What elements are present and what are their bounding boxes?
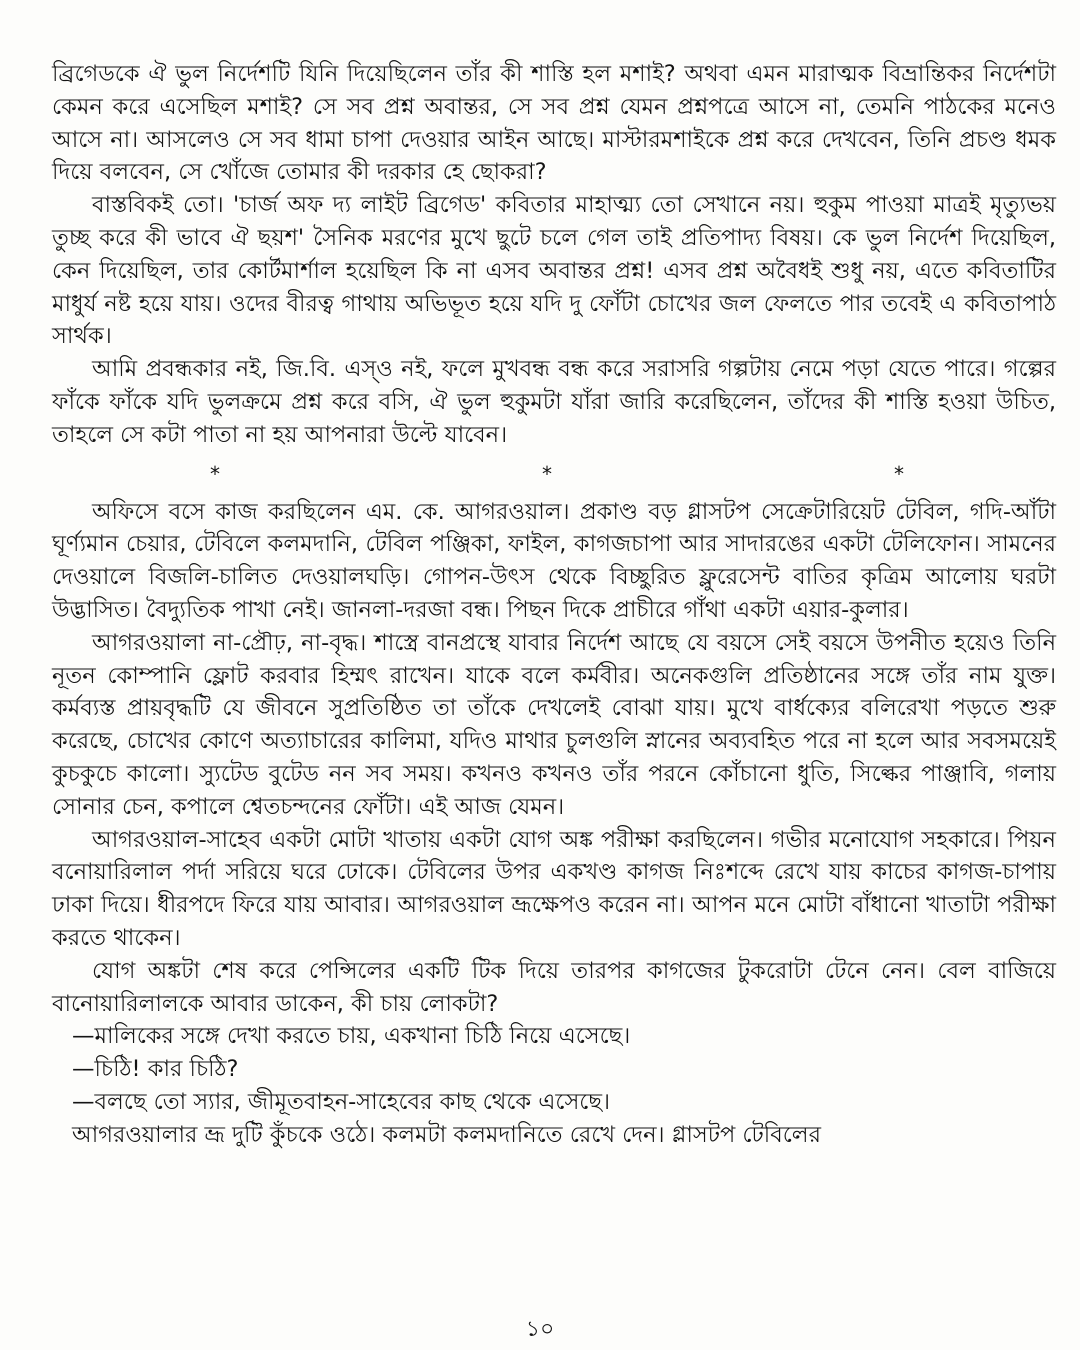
- paragraph-3: আমি প্রবন্ধকার নই, জি.বি. এস্‌ও নই, ফলে মুখবন্ধ বন্ধ করে সরাসরি গল্পটায় নেমে পড়া যেতে পারে। গল্পের ফাঁকে ফাঁকে যদি ভুলক্রমে প্রশ্ন করে বসি, ঐ ভুল হুকুমটা যাঁরা জারি করেছিলেন, তাঁদের কী শাস্তি হওয়া উচিত, তাহলে সে কটা পাতা না হয় আপনারা উল্টে যাবেন।: [52, 356, 1056, 448]
- paragraph-7: যোগ অঙ্কটা শেষ করে পেন্সিলের একটি টিক দিয়ে তারপর কাগজের টুকরোটা টেনে নেন। বেল বাজিয়ে বানোয়ারিলালকে আবার ডাকেন, কী চায় লোকটা?: [52, 957, 1056, 1017]
- body-text: [52, 58, 1056, 1152]
- separator-star: *: [210, 461, 220, 486]
- page-number: ১০: [525, 1317, 555, 1342]
- paragraph-4: অফিসে বসে কাজ করছিলেন এম. কে. আগরওয়াল। প্রকাণ্ড বড় গ্লাসটপ সেক্রেটারিয়েট টেবিল, গদি-আঁটা ঘূর্ণ্যমান চেয়ার, টেবিলে কলমদানি, টেবিল পঞ্জিকা, ফাইল, কাগজচাপা আর সাদারঙের একটা টেলিফোন। সামনের দেওয়ালে বিজলি-চালিত দেওয়ালঘড়ি। গোপন-উৎস থেকে বিচ্ছুরিত ফ্লুরেসেন্ট বাতির কৃত্রিম আলোয় ঘরটা উদ্ভাসিত। বৈদ্যুতিক পাখা নেই। জানলা-দরজা বন্ধ। পিছন দিকে প্রাচীরে গাঁথা একটা এয়ার-কুলার।: [52, 498, 1056, 623]
- paragraph-last: আগরওয়ালার ভ্রূ দুটি কুঁচকে ওঠে। কলমটা কলমদানিতে রেখে দেন। গ্লাসটপ টেবিলের: [72, 1121, 821, 1148]
- section-separator: [52, 452, 1056, 496]
- separator-star: *: [894, 461, 904, 486]
- paragraph-6: আগরওয়াল-সাহেব একটা মোটা খাতায় একটা যোগ অঙ্ক পরীক্ষা করছিলেন। গভীর মনোযোগ সহকারে। পিয়ন বনোয়ারিলাল পর্দা সরিয়ে ঘরে ঢোকে। টেবিলের উপর একখণ্ড কাগজ নিঃশব্দে রেখে যায় কাচের কাগজ-চাপায় ঢাকা দিয়ে। ধীরপদে ফিরে যায় আবার। আগরওয়াল ভ্রূক্ষেপও করেন না। আপন মনে মোটা বাঁধানো খাতাটা পরীক্ষা করতে থাকেন।: [52, 826, 1056, 951]
- dialogue-line-3: —বলছে তো স্যার, জীমূতবাহন-সাহেবের কাছ থেকে এসেছে।: [72, 1088, 611, 1115]
- separator-star: *: [542, 461, 552, 486]
- dialogue-line-2: —চিঠি! কার চিঠি?: [72, 1056, 239, 1083]
- paragraph-2: বাস্তবিকই তো। 'চার্জ অফ দ্য লাইট ব্রিগেড' কবিতার মাহাত্ম্য তো সেখানে নয়। হুকুম পাওয়া মাত্রই মৃত্যুভয় তুচ্ছ করে কী ভাবে ঐ ছয়শ' সৈনিক মরণের মুখে ছুটে চলে গেল তাই প্রতিপাদ্য বিষয়। কে ভুল নির্দেশ দিয়েছিল, কেন দিয়েছিল, তার কোর্টমার্শাল হয়েছিল কি না এসব অবান্তর প্রশ্ন! এসব প্রশ্ন অবৈধই শুধু নয়, এতে কবিতাটির মাধুর্য নষ্ট হয়ে যায়। ওদের বীরত্ব গাথায় অভিভূত হয়ে যদি দু ফোঁটা চোখের জল ফেলতে পার তবেই এ কবিতাপাঠ সার্থক।: [52, 192, 1056, 350]
- paragraph-1: ব্রিগেডকে ঐ ভুল নির্দেশটি যিনি দিয়েছিলেন তাঁর কী শাস্তি হল মশাই? অথবা এমন মারাত্মক বিভ্রান্তিকর নির্দেশটা কেমন করে এসেছিল মশাই? সে সব প্রশ্ন অবান্তর, সে সব প্রশ্ন যেমন প্রশ্নপত্রে আসে না, তেমনি পাঠকের মনেও আসে না। আসলেও সে সব ধামা চাপা দেওয়ার আইন আছে। মাস্টারমশাইকে প্রশ্ন করে দেখবেন, তিনি প্রচণ্ড ধমক দিয়ে বলবেন, সে খোঁজে তোমার কী দরকার হে ছোকরা?: [52, 61, 1056, 186]
- paragraph-5: আগরওয়ালা না-প্রৌঢ়, না-বৃদ্ধ। শাস্ত্রে বানপ্রস্থে যাবার নির্দেশ আছে যে বয়সে সেই বয়সে উপনীত হয়েও তিনি নূতন কোম্পানি ফ্লোট করবার হিম্মৎ রাখেন। যাকে বলে কর্মবীর। অনেকগুলি প্রতিষ্ঠানের সঙ্গে তাঁর নাম যুক্ত। কর্মব্যস্ত প্রায়বৃদ্ধটি যে জীবনে সুপ্রতিষ্ঠিত তা তাঁকে দেখলেই বোঝা যায়। মুখে বার্ধক্যের বলিরেখা পড়তে শুরু করেছে, চোখের কোণে অত্যাচারের কালিমা, যদিও মাথার চুলগুলি স্নানের অব্যবহিত পরে না হলে আর সবসময়েই কুচকুচে কালো। স্যুটেড বুটেড নন সব সময়। কখনও কখনও তাঁর পরনে কোঁচানো ধুতি, সিল্কের পাঞ্জাবি, গলায় সোনার চেন, কপালে শ্বেতচন্দনের ফোঁটা। এই আজ যেমন।: [52, 629, 1056, 820]
- dialogue-line-1: —মালিকের সঙ্গে দেখা করতে চায়, একখানা চিঠি নিয়ে এসেছে।: [72, 1023, 631, 1050]
